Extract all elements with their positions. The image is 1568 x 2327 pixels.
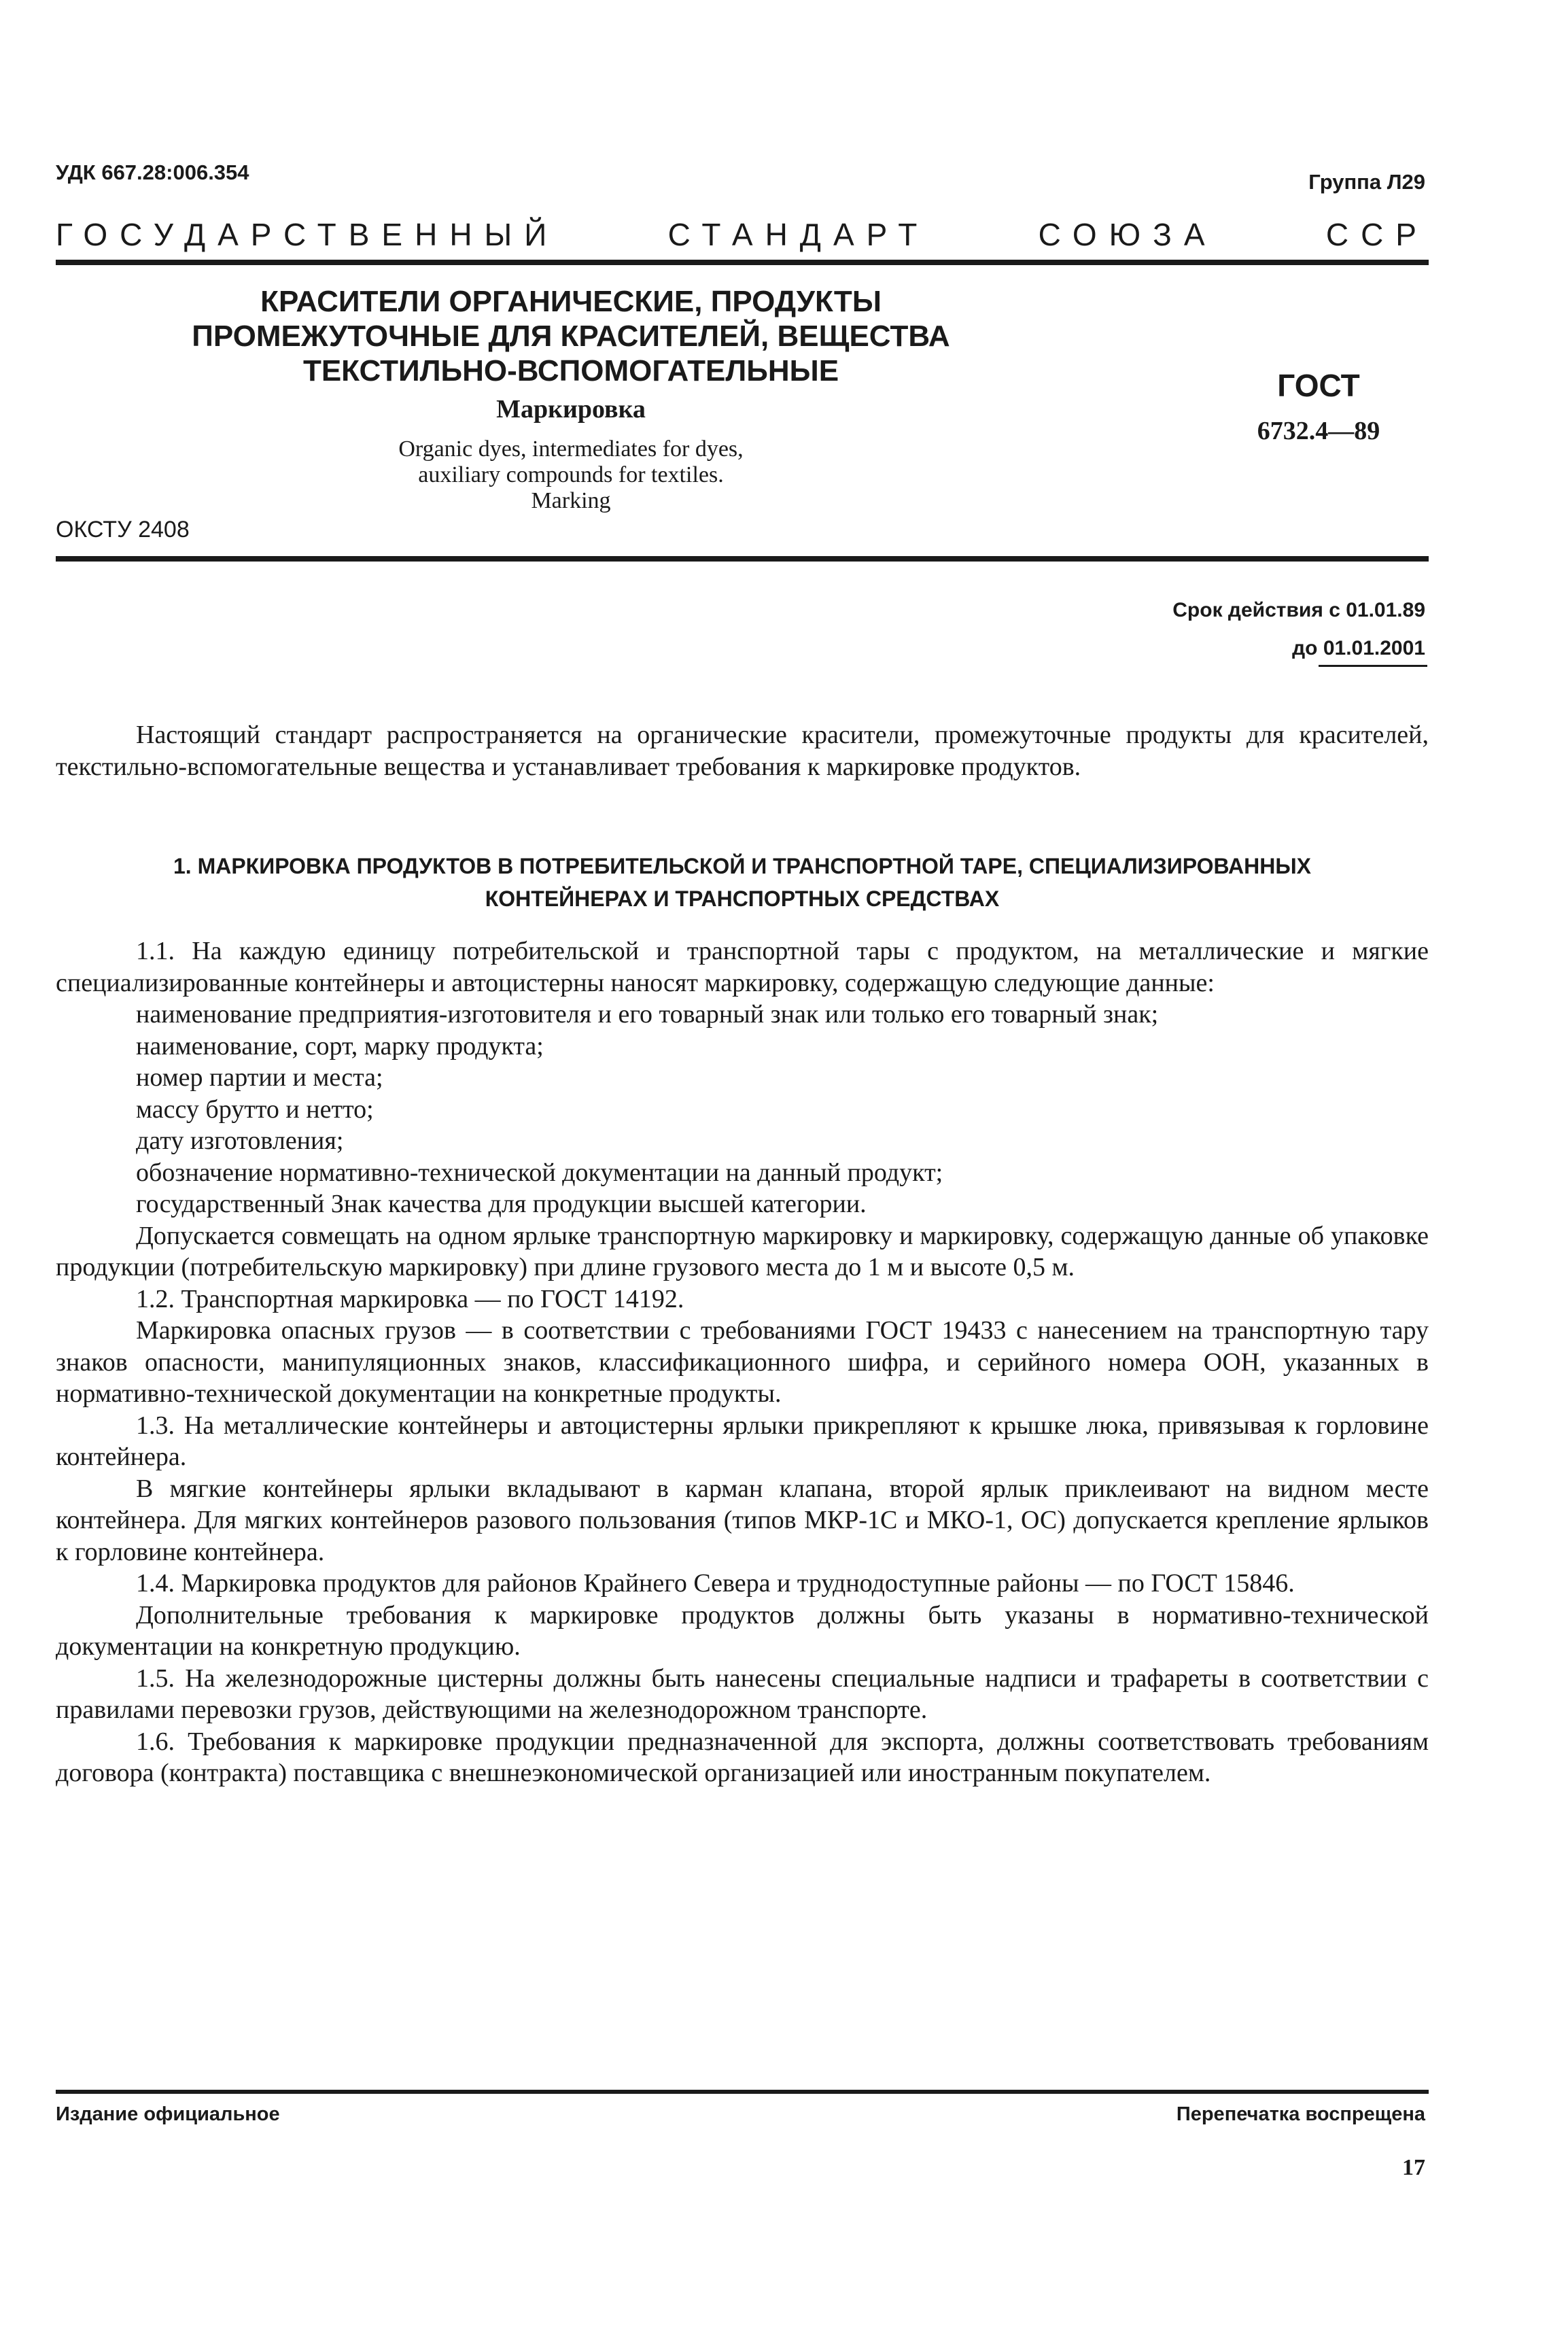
gost-label: ГОСТ xyxy=(1277,368,1360,403)
clause-1-6: 1.6. Требования к маркировке продукции предназначенной для экспорта, должны соответствовать требованиям договора (контракта) поставщика с внешнеэкономической организацией или иностранным покупателем. xyxy=(56,1727,1429,1787)
section-body xyxy=(56,935,1429,1789)
clause-1-4-note: Дополнительные требования к маркировке продуктов должны быть указаны в нормативно-технической документации на конкретную продукцию. xyxy=(56,1600,1429,1661)
list-item: наименование предприятия-изготовителя и его товарный знак или только его товарный знак; xyxy=(136,1000,1159,1029)
section-title-line: КОНТЕЙНЕРАХ И ТРАНСПОРТНЫХ СРЕДСТВАХ xyxy=(485,886,1000,911)
clause-1-4: 1.4. Маркировка продуктов для районов Крайнего Севера и труднодоступные районы — по ГОСТ 15846. xyxy=(136,1569,1295,1598)
validity-period xyxy=(1172,591,1425,668)
list-item: государственный Знак качества для продукции высшей категории. xyxy=(136,1190,867,1218)
validity-to: до 01.01.2001 xyxy=(1292,637,1425,659)
udk-code: УДК 667.28:006.354 xyxy=(56,160,249,184)
intro-text: Настоящий стандарт распространяется на органические красители, промежуточные продукты для красителей, текстильно-вспомогательные вещества и устанавливает требования к маркировке продуктов. xyxy=(56,721,1429,781)
clause-1-1: 1.1. На каждую единицу потребительской и транспортной тары с продуктом, на металлические и мягкие специализированные контейнеры и автоцистерны наносят маркировку, содержащую следующие данные: xyxy=(56,937,1429,997)
clause-1-1-note: Допускается совмещать на одном ярлыке транспортную маркировку и маркировку, содержащую данные об упаковке продукции (потребительскую маркировку) при длине грузового места до 1 м и высоте 0,5 м. xyxy=(56,1221,1429,1281)
standard-word: СОЮЗА xyxy=(1038,217,1217,252)
header-rule xyxy=(56,260,1429,265)
title-line: ТЕКСТИЛЬНО-ВСПОМОГАТЕЛЬНЫЕ xyxy=(302,354,839,387)
clause-1-2: 1.2. Транспортная маркировка — по ГОСТ 14192. xyxy=(136,1284,684,1313)
section-rule xyxy=(56,556,1429,562)
standard-word: ССР xyxy=(1325,217,1429,252)
title-english xyxy=(156,436,986,514)
standard-word: СТАНДАРТ xyxy=(667,217,930,252)
okstu-code: ОКСТУ 2408 xyxy=(56,517,190,542)
list-item: массу брутто и нетто; xyxy=(136,1094,374,1124)
group-code: Группа Л29 xyxy=(1308,170,1425,194)
gost-number: 6732.4—89 xyxy=(1257,417,1380,445)
standard-word: ГОСУДАРСТВЕННЫЙ xyxy=(56,217,559,252)
subtitle-russian: Маркировка xyxy=(496,395,646,424)
clause-1-3-note: В мягкие контейнеры ярлыки вкладывают в карман клапана, второй ярлык приклеивают на видном месте контейнера. Для мягких контейнеров разового пользования (типов МКР-1С и МКО-1, ОС) допускается крепление ярлыков к горловине контейнера. xyxy=(56,1474,1429,1566)
footer-rule xyxy=(56,2090,1429,2094)
clause-1-2-note: Маркировка опасных грузов — в соответствии с требованиями ГОСТ 19433 с нанесением на транспортную тару знаков опасности, манипуляционных знаков, классификационного шифра, и серийного номера ООН, указанных в нормативно-технической документации на конкретные продукты. xyxy=(56,1316,1429,1408)
standard-name xyxy=(56,216,1429,253)
title-line: ПРОМЕЖУТОЧНЫЕ ДЛЯ КРАСИТЕЛЕЙ, ВЕЩЕСТВА xyxy=(192,320,950,353)
validity-from: Срок действия с 01.01.89 xyxy=(1172,599,1425,621)
page-number: 17 xyxy=(1402,2155,1425,2180)
section-title xyxy=(56,850,1429,915)
list-item: номер партии и места; xyxy=(136,1063,383,1092)
validity-underline xyxy=(1319,665,1427,667)
section-title-line: 1. МАРКИРОВКА ПРОДУКТОВ В ПОТРЕБИТЕЛЬСКОЙ И ТРАНСПОРТНОЙ ТАРЕ, СПЕЦИАЛИЗИРОВАННЫХ xyxy=(173,854,1312,878)
title-english-line: Organic dyes, intermediates for dyes, xyxy=(398,436,744,462)
intro-paragraph xyxy=(56,719,1429,783)
reprint-note: Перепечатка воспрещена xyxy=(1176,2103,1425,2125)
list-item: обозначение нормативно-технической документации на данный продукт; xyxy=(136,1158,943,1187)
title-line: КРАСИТЕЛИ ОРГАНИЧЕСКИЕ, ПРОДУКТЫ xyxy=(260,285,882,318)
document-title xyxy=(156,284,986,388)
clause-1-5: 1.5. На железнодорожные цистерны должны быть нанесены специальные надписи и трафареты в соответствии с правилами перевозки грузов, действующими на железнодорожном транспорте. xyxy=(56,1664,1429,1724)
clause-1-3: 1.3. На металлические контейнеры и автоцистерны ярлыки прикрепляют к крышке люка, привязывая к горловине контейнера. xyxy=(56,1411,1429,1471)
list-item: наименование, сорт, марку продукта; xyxy=(136,1031,544,1061)
list-item: дату изготовления; xyxy=(136,1126,344,1155)
edition-note: Издание официальное xyxy=(56,2103,280,2125)
title-english-line: auxiliary compounds for textiles. xyxy=(418,462,724,487)
title-english-line: Marking xyxy=(531,488,611,513)
